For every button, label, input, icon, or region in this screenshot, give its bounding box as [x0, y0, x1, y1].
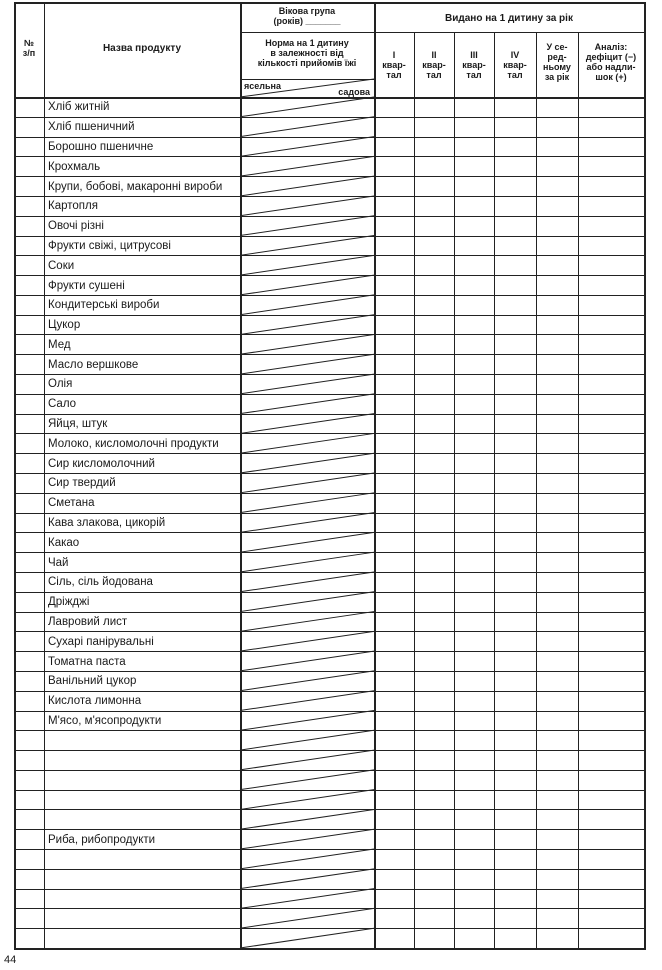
- header-q1: I квар- тал: [382, 50, 406, 80]
- norm-diagonal: [240, 552, 374, 572]
- row-divider: [14, 750, 644, 751]
- norm-diagonal: [240, 671, 374, 691]
- norm-diagonal: [240, 928, 374, 948]
- row-product-name: Лавровий лист: [48, 615, 128, 628]
- row-divider: [14, 809, 644, 810]
- row-divider: [14, 711, 644, 712]
- norm-diagonal: [240, 908, 374, 928]
- row-divider: [14, 730, 644, 731]
- row-product-name: Сіль, сіль йодована: [48, 576, 153, 589]
- norm-diagonal: [240, 513, 374, 533]
- row-divider: [14, 354, 644, 355]
- row-product-name: Сухарі панірувальні: [48, 635, 154, 648]
- row-product-name: Ванільний цукор: [48, 675, 137, 688]
- norm-diagonal: [240, 236, 374, 256]
- norm-diagonal: [240, 730, 374, 750]
- norm-diagonal: [240, 849, 374, 869]
- norm-diagonal: [240, 295, 374, 315]
- header-issued: Видано на 1 дитину за рік: [445, 13, 573, 24]
- row-divider: [14, 631, 644, 632]
- table-border: [14, 2, 644, 4]
- row-divider: [14, 869, 644, 870]
- norm-diagonal: [240, 275, 374, 295]
- norm-diagonal: [240, 156, 374, 176]
- norm-diagonal: [240, 750, 374, 770]
- header-q2: II квар- тал: [422, 50, 446, 80]
- norm-diagonal: [240, 889, 374, 909]
- row-product-name: Хліб житній: [48, 101, 110, 114]
- row-divider: [14, 374, 644, 375]
- row-divider: [14, 532, 644, 533]
- column-divider: [44, 2, 45, 948]
- header-product-name: Назва продукту: [102, 43, 182, 54]
- row-divider: [14, 829, 644, 830]
- row-product-name: Риба, рибопродукти: [48, 833, 156, 846]
- row-product-name: Фрукти сушені: [48, 279, 125, 292]
- norm-diagonal: [240, 176, 374, 196]
- row-product-name: Картопля: [48, 200, 98, 213]
- norm-diagonal: [240, 869, 374, 889]
- norm-diagonal: [240, 612, 374, 632]
- row-product-name: Томатна паста: [48, 655, 126, 668]
- norm-diagonal: [240, 196, 374, 216]
- norm-diagonal: [240, 394, 374, 414]
- norm-diagonal: [240, 255, 374, 275]
- row-divider: [14, 137, 644, 138]
- column-divider: [454, 32, 455, 948]
- column-divider: [536, 32, 537, 948]
- column-divider: [494, 32, 495, 948]
- header-divider: [240, 32, 374, 33]
- row-divider: [14, 275, 644, 276]
- row-divider: [14, 236, 644, 237]
- row-product-name: Хліб пшеничний: [48, 121, 135, 134]
- norm-diagonal: [240, 651, 374, 671]
- row-product-name: Цукор: [48, 319, 81, 332]
- row-product-name: Соки: [48, 259, 75, 272]
- norm-diagonal: [240, 493, 374, 513]
- header-age-group: Вікова група (років) _______: [273, 6, 341, 26]
- table-border: [644, 2, 646, 950]
- row-product-name: Сметана: [48, 497, 95, 510]
- table-border: [14, 948, 644, 950]
- header-q3: III квар- тал: [462, 50, 486, 80]
- row-product-name: Масло вершкове: [48, 358, 139, 371]
- header-average: У се- ред- ньому за рік: [543, 42, 571, 82]
- row-divider: [14, 156, 644, 157]
- row-product-name: Сир твердий: [48, 477, 116, 490]
- row-product-name: Дріжджі: [48, 596, 90, 609]
- header-bottom-line: [14, 97, 644, 99]
- row-divider: [14, 592, 644, 593]
- norm-diagonal: [240, 770, 374, 790]
- row-product-name: Сало: [48, 398, 77, 411]
- norm-diagonal: [240, 453, 374, 473]
- norm-diagonal: [240, 809, 374, 829]
- norm-diagonal: [240, 572, 374, 592]
- row-divider: [14, 572, 644, 573]
- row-product-name: Крохмаль: [48, 160, 101, 173]
- header-nursery: ясельна: [244, 81, 281, 91]
- column-divider: [578, 32, 579, 948]
- row-product-name: Крупи, бобові, макаронні вироби: [48, 180, 223, 193]
- row-product-name: Какао: [48, 536, 80, 549]
- norm-diagonal: [240, 532, 374, 552]
- row-divider: [14, 473, 644, 474]
- table-border: [14, 2, 16, 948]
- row-divider: [14, 770, 644, 771]
- row-divider: [14, 513, 644, 514]
- row-product-name: Сир кисломолочний: [48, 457, 155, 470]
- row-divider: [14, 671, 644, 672]
- row-product-name: Борошно пшеничне: [48, 140, 154, 153]
- row-divider: [14, 691, 644, 692]
- row-divider: [14, 176, 644, 177]
- row-divider: [14, 612, 644, 613]
- header-divider: [374, 32, 644, 33]
- row-divider: [14, 908, 644, 909]
- row-divider: [14, 790, 644, 791]
- row-divider: [14, 552, 644, 553]
- norm-diagonal: [240, 691, 374, 711]
- norm-diagonal: [240, 414, 374, 434]
- header-analysis: Аналіз: дефіцит (−) або надли- шок (+): [585, 42, 637, 82]
- norm-diagonal: [240, 829, 374, 849]
- row-product-name: Кондитерські вироби: [48, 299, 160, 312]
- row-divider: [14, 334, 644, 335]
- norm-diagonal: [240, 374, 374, 394]
- row-product-name: Олія: [48, 378, 73, 391]
- norm-column-diagonals: [14, 2, 644, 948]
- row-divider: [14, 651, 644, 652]
- norm-diagonal: [240, 334, 374, 354]
- row-divider: [14, 394, 644, 395]
- norm-diagonal: [240, 711, 374, 731]
- row-divider: [14, 315, 644, 316]
- row-divider: [14, 433, 644, 434]
- header-q4: IV квар- тал: [503, 50, 527, 80]
- row-product-name: Кислота лимонна: [48, 695, 142, 708]
- row-divider: [14, 216, 644, 217]
- norm-diagonal: [240, 117, 374, 137]
- row-divider: [14, 928, 644, 929]
- row-divider: [14, 849, 644, 850]
- norm-diagonal: [240, 790, 374, 810]
- food-norm-table: [14, 2, 644, 948]
- row-divider: [14, 493, 644, 494]
- row-divider: [14, 117, 644, 118]
- norm-diagonal: [240, 354, 374, 374]
- row-product-name: Яйця, штук: [48, 418, 108, 431]
- norm-diagonal: [240, 97, 374, 117]
- row-divider: [14, 453, 644, 454]
- norm-diagonal: [240, 592, 374, 612]
- header-diagonal: [240, 79, 374, 97]
- row-product-name: Кава злакова, цикорій: [48, 517, 166, 529]
- header-kindergarten: садова: [338, 87, 370, 97]
- row-divider: [14, 255, 644, 256]
- header-number: № з/п: [22, 38, 36, 58]
- row-divider: [14, 889, 644, 890]
- column-divider: [374, 2, 376, 948]
- header-divider: [240, 79, 374, 80]
- row-divider: [14, 196, 644, 197]
- row-product-name: Фрукти свіжі, цитрусові: [48, 239, 171, 252]
- norm-diagonal: [240, 433, 374, 453]
- norm-diagonal: [240, 137, 374, 157]
- header-norm: Норма на 1 дитину в залежності від кількості прийомів їжі: [257, 38, 357, 68]
- norm-diagonal: [240, 216, 374, 236]
- row-divider: [14, 295, 644, 296]
- row-divider: [14, 414, 644, 415]
- norm-diagonal: [240, 631, 374, 651]
- row-product-name: Овочі різні: [48, 220, 104, 233]
- column-divider: [240, 2, 242, 948]
- row-product-name: М'ясо, м'ясопродукти: [48, 714, 162, 727]
- column-divider: [414, 32, 415, 948]
- row-product-name: Чай: [48, 556, 69, 569]
- norm-diagonal: [240, 315, 374, 335]
- page-number: 44: [4, 954, 17, 966]
- row-product-name: Мед: [48, 338, 71, 351]
- norm-diagonal: [240, 473, 374, 493]
- row-product-name: Молоко, кисломолочні продукти: [48, 437, 219, 450]
